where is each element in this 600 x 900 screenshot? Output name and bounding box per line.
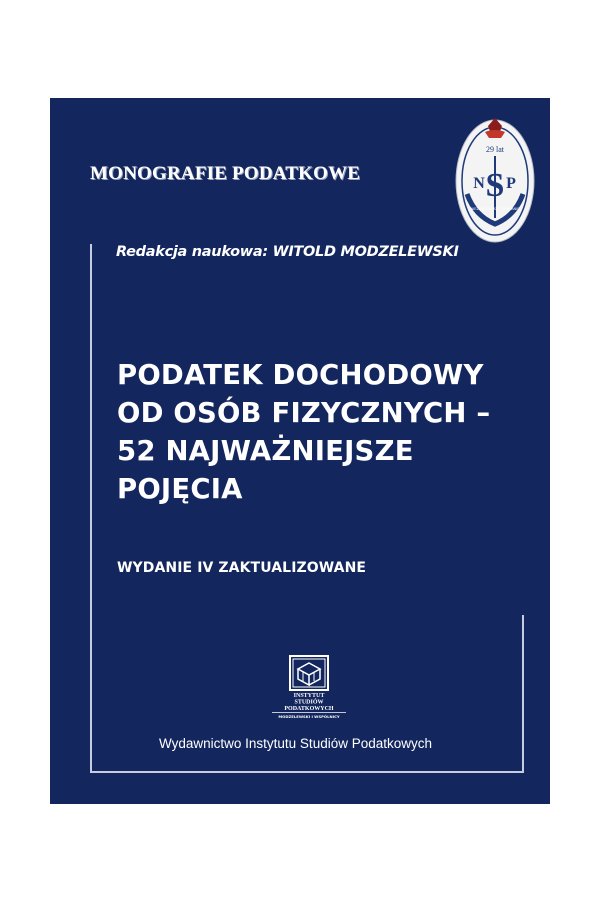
- book-title: [117, 356, 517, 508]
- editor-line: Redakcja naukowa: WITOLD MODZELEWSKI: [116, 244, 459, 260]
- title-line: POJĘCIA: [117, 473, 243, 505]
- frame-right-line: [522, 615, 524, 773]
- series-title: MONOGRAFIE PODATKOWE: [90, 163, 361, 184]
- emblem-ring-text: NIEZALEŻNOŚĆ I ZAUFANIE: [470, 207, 520, 211]
- edition-label: WYDANIE IV ZAKTUALIZOWANE: [117, 560, 367, 576]
- title-line: 52 NAJWAŻNIEJSZE: [117, 435, 414, 467]
- publisher-logo-line2: STUDIÓW: [294, 699, 324, 706]
- title-line: PODATEK DOCHODOWY: [117, 359, 484, 391]
- publisher-name: Wydawnictwo Instytutu Studiów Podatkowych: [159, 736, 433, 751]
- nsp-emblem-logo: [455, 106, 535, 243]
- svg-text:N: N: [473, 175, 485, 192]
- emblem-years-label: 29 lat: [486, 145, 504, 154]
- publisher-logo: [270, 655, 348, 721]
- frame-left-line: [90, 244, 92, 772]
- publisher-logo-line4: MODZELEWSKI I WSPÓLNICY: [278, 714, 340, 719]
- publisher-logo-line3: PODATKOWYCH: [284, 706, 334, 712]
- svg-text:S: S: [485, 167, 505, 204]
- nsp-emblem-graphic: [455, 106, 535, 243]
- frame-bottom-line: [90, 771, 524, 773]
- publisher-logo-line1: INSTYTUT: [293, 693, 325, 699]
- title-line: OD OSÓB FIZYCZNYCH –: [117, 397, 491, 429]
- publisher-logo-graphic: [270, 655, 348, 721]
- svg-text:P: P: [506, 175, 516, 192]
